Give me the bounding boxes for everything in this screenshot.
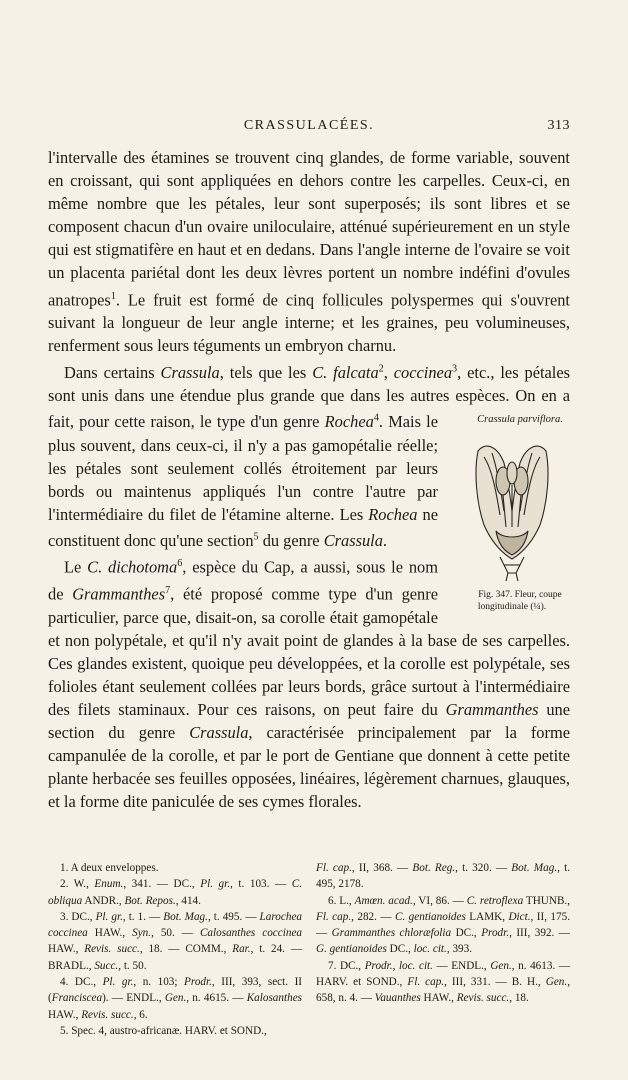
text-run: , III, 392. — — [509, 927, 570, 940]
text-run: HAW., — [48, 943, 85, 956]
text-run: , espèce du Cap, a aussi, sous le nom de — [48, 557, 438, 604]
italic-text: Bot. Mag. — [511, 862, 558, 874]
text-run: , etc., les pétales sont unis dans une étendue plus grande que dans les autres espèces. — [48, 362, 571, 405]
figure-347 — [448, 407, 576, 625]
italic-text: Gen. — [164, 992, 187, 1005]
italic-text: Rar. — [232, 943, 251, 956]
text-run: — ENDL., — [432, 959, 491, 972]
text-run: , t. 495, 2178. — [316, 862, 571, 891]
text-run: DC., — [386, 943, 414, 956]
text-run: , 18. — COMM., — [139, 943, 233, 956]
text-run: , t. 1. — — [122, 910, 164, 923]
footnote-entry — [48, 876, 302, 909]
italic-text: Crassula — [323, 531, 383, 551]
text-run: , 658, n. 4. — — [316, 976, 570, 1005]
text-run: , 6. — [133, 1008, 148, 1021]
italic-text: loc. cit. — [398, 959, 433, 972]
italic-text: loc. cit. — [413, 943, 447, 956]
text-run: , t. 24. — BRADL., — [48, 943, 303, 972]
running-title: CRASSULACÉES. — [243, 118, 375, 133]
footnote-ref: 3 — [452, 363, 458, 375]
text-run: 1. A deux enveloppes. — [60, 862, 159, 874]
italic-text: Pl. gr. — [102, 976, 134, 989]
text-run: , III, 393, sect. II ( — [48, 976, 303, 1005]
footnote-ref: 1 — [110, 290, 116, 302]
text-run: , n. 103; — [133, 976, 185, 989]
text-run: , VI, 86. — — [412, 894, 467, 907]
italic-text: C. obliqua — [48, 878, 302, 907]
italic-text: Fl. cap. — [316, 862, 352, 874]
footnote-entry — [316, 958, 570, 1007]
footnote-ref: 5 — [253, 531, 259, 543]
text-run: Le — [64, 557, 88, 577]
text-run: , 18. — [509, 992, 529, 1005]
footnote-entry — [316, 860, 570, 893]
italic-text: Amœn. acad. — [354, 894, 413, 907]
text-run: 7. DC., — [328, 959, 365, 972]
text-run: 6. L., — [328, 894, 355, 907]
italic-text: Dict. — [508, 910, 531, 923]
figure-title: Crassula parviflora. — [477, 413, 563, 425]
footnote-ref: 2 — [378, 363, 384, 375]
italic-text: G. gentianoides — [316, 943, 387, 956]
text-run: , II, 368. — — [351, 862, 413, 874]
text-run: 2. W., — [60, 878, 95, 891]
italic-text: Kalosanthes — [246, 992, 303, 1005]
footnote-ref: 4 — [373, 412, 379, 424]
text-run: , 393. — [446, 943, 473, 956]
text-run: , 341. — DC., — [123, 878, 201, 891]
italic-text: C. falcata — [312, 362, 379, 382]
text-run: , — [383, 362, 394, 382]
italic-text: Revis. succ. — [456, 992, 510, 1005]
italic-text: Prodr. — [481, 927, 510, 940]
text-run: Dans certains — [64, 362, 161, 382]
footnote-entry — [48, 860, 302, 876]
italic-text: Franciscea — [51, 992, 103, 1005]
text-run: , 282. — — [351, 910, 395, 923]
footnote-ref: 6 — [177, 558, 183, 570]
italic-text: Rochea — [324, 412, 374, 432]
italic-text: Prodr. — [184, 976, 212, 989]
text-run: , été proposé comme type d'un genre particulier, parce que, disait-on, sa corolle était gamopétale et non polypétale, et qu'il n'y avait point de glandes à la base de ses carpelles. Ces glandes existent, quoique peu développées, et la corolle est polypétale, ses folioles étant seulement collées par leurs bords, grâce surtout à l'intermédiaire des filets staminaux. Pour ces raisons, on peut faire du — [48, 584, 570, 719]
footnotes-right-column — [316, 860, 570, 1007]
italic-text: coccinea — [393, 362, 453, 382]
italic-text: Pl. gr. — [200, 878, 231, 891]
footnote-entry — [48, 909, 302, 974]
footnotes-left-column — [48, 860, 302, 1039]
italic-text: Enum. — [94, 878, 124, 891]
text-run: , — [392, 959, 399, 972]
text-run: , n. 4615. — — [186, 992, 247, 1005]
italic-text: Syn. — [132, 927, 152, 940]
italic-text: Bot. Repos. — [124, 894, 176, 907]
italic-text: Gen. — [490, 959, 512, 972]
text-run: HAW., — [87, 927, 133, 940]
text-run: 5. Spec. 4, austro-africanæ. HARV. et SOND., — [60, 1024, 267, 1037]
paragraph-2-lead — [48, 363, 570, 405]
italic-text: Gen. — [545, 976, 568, 989]
text-run: ANDR., — [82, 894, 125, 907]
italic-text: C. dichotoma — [87, 557, 178, 577]
italic-text: Rochea — [368, 504, 418, 524]
italic-text: Bot. Reg. — [412, 862, 456, 874]
italic-text: Larochea coccinea — [48, 910, 303, 940]
text-run: 4. DC., — [60, 976, 103, 989]
text-run: , t. 320. — — [455, 862, 512, 874]
italic-text: Crassula — [189, 723, 249, 743]
text-run: . Le fruit est formé de cinq follicules polyspermes qui s'ouvrent suivant la longueur de leur angle interne; et les graines, peu volumineuses, renferment sous leurs téguments un embryon charnu. — [48, 290, 570, 356]
italic-text: Revis. succ. — [84, 943, 140, 956]
text-run: , II, 175. — — [316, 910, 571, 940]
text-run: ). — ENDL., — [102, 992, 165, 1005]
text-run: ne constituent donc qu'une section — [48, 504, 438, 551]
text-run: . Mais le plus souvent, dans ceux-ci, il n'y a pas gamopétalie réelle; les pétales sont seulement collés étroitement par leurs bords ou maintenus appliqués l'un contre l'autre par l'intermédiaire du filet de l'étamine alterne. Les — [48, 412, 438, 524]
text-run: , tels que les — [219, 362, 313, 382]
italic-text: Prodr. — [364, 959, 393, 972]
footnote-ref: 7 — [165, 585, 171, 597]
italic-text: C. retroflexa — [466, 894, 524, 907]
page-number: 313 — [547, 118, 570, 133]
text-run: THUNB., — [523, 894, 571, 907]
text-run: , 414. — [175, 894, 201, 907]
text-run: , caractérisée principalement par la forme campanulée de la corolle, et par le port de Gentiane que donnent à cette petite plante herbacée ses feuilles opposées, linéaires, légèrement charnues, glauques, et la forme dite paniculée de ses cymes florales. — [48, 723, 570, 812]
text-run: , III, 331. — B. H., — [444, 976, 546, 989]
main-text — [48, 146, 570, 813]
footnote-entry — [316, 893, 570, 958]
italic-text: Fl. cap. — [316, 910, 352, 923]
text-run: du genre — [258, 531, 324, 551]
italic-text: Fl. cap. — [407, 976, 445, 989]
text-run: , t. 103. — — [230, 878, 292, 891]
page-header — [48, 118, 570, 138]
italic-text: Revis. succ. — [81, 1008, 134, 1021]
text-run: HAW., — [420, 992, 457, 1005]
text-run: une section du genre — [48, 699, 571, 743]
footnote-entry — [48, 974, 302, 1023]
text-run: 3. DC., — [60, 910, 96, 923]
text-run: , n. 4613. — HARV. et SOND., — [316, 959, 571, 989]
italic-text: Calosanthes coccinea — [199, 927, 302, 940]
italic-text: Grammanthes — [445, 699, 539, 719]
text-run: DC., — [451, 927, 482, 940]
italic-text: Succ. — [94, 959, 119, 972]
footnote-entry — [48, 1023, 302, 1039]
flower-section-illustration — [470, 435, 554, 585]
text-run: , 50. — — [151, 927, 200, 940]
text-run: HAW., — [48, 1008, 82, 1021]
italic-text: C. gentianoides — [394, 910, 466, 923]
text-run: , t. 495. — — [207, 910, 260, 923]
text-run: On en a fait, pour cette raison, le type d'un genre — [48, 385, 570, 432]
paragraph-1 — [48, 146, 570, 357]
italic-text: Grammanthes chloræfolia — [331, 927, 452, 940]
italic-text: Vauanthes — [374, 992, 421, 1005]
text-run: , t. 50. — [118, 959, 147, 972]
italic-text: Grammanthes — [72, 584, 166, 604]
italic-text: Pl. gr. — [95, 910, 123, 923]
text-run: l'intervalle des étamines se trouvent cinq glandes, de forme variable, souvent en croissant, qui sont appliquées en dehors contre les carpelles. Ceux-ci, en même nombre que les pétales, leur sont superposés; ils sont libres et se composent chacun d'un ovaire uniloculaire, atténué supérieurement en un style qui est stigmatifère en haut et en dedans. Dans l'angle interne de l'ovaire se voit un placenta pariétal dont les deux lèvres portent un nombre indéfini d'ovules anatropes — [48, 148, 570, 310]
figure-caption: Fig. 347. Fleur, coupe longitudinale (¼). — [477, 589, 562, 612]
italic-text: Bot. Mag. — [163, 910, 208, 923]
text-run: LAMK, — [465, 910, 509, 923]
text-run: . — [382, 531, 388, 551]
italic-text: Crassula — [160, 362, 220, 382]
